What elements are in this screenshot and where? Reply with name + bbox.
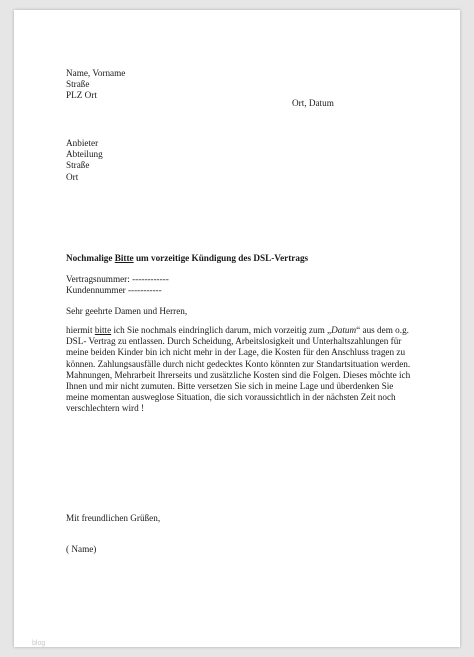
reference-numbers [66, 274, 169, 296]
signature: ( Name) [66, 544, 97, 554]
body-l1-b: ich Sie nochmals eindringlich darum, mich vorzeitig zum „ [111, 325, 332, 335]
body-line-3: meine beiden Kinder bin ich nicht mehr in der Lage, die Kosten für den Anschluss tragen zu [66, 347, 406, 358]
subject-after: um vorzeitige Kündigung des DSL-Vertrags [133, 253, 309, 263]
recipient-city: Ort [66, 171, 79, 182]
body-line-6: Ihnen und mir nicht zumuten. Bitte versetzen Sie sich in meine Lage und überdenken Sie [66, 381, 394, 392]
salutation: Sehr geehrte Damen und Herren, [66, 306, 188, 316]
place-date: Ort, Datum [292, 98, 334, 108]
subject-before: Nochmalige [66, 253, 115, 263]
sender-city: PLZ Ort [66, 90, 97, 101]
body-l1-italic: Datum [331, 325, 357, 335]
body-line-8: verschlechtern wird ! [66, 403, 145, 414]
body-line-7: meine momentan ausweglose Situation, die sich voraussichtlich in der nächsten Zeit noch [66, 392, 396, 403]
letter-body [66, 325, 410, 415]
body-line-1 [66, 325, 410, 336]
body-line-5: Mahnungen, Mehrarbeit Ihrerseits und zusätzliche Kosten sind die Folgen. Dieses möchte ich [66, 369, 411, 380]
body-l1-a: hiermit [66, 325, 95, 335]
sender-name: Name, Vorname [66, 68, 126, 78]
body-l1-c: “ aus dem o.g. [356, 325, 409, 335]
recipient-street: Straße [66, 160, 90, 171]
watermark: blog [32, 640, 46, 647]
subject-line [66, 253, 308, 264]
letter-page [14, 10, 460, 647]
body-l1-underlined: bitte [94, 325, 112, 335]
body-line-4: können. Zahlungsausfälle durch nicht gedecktes Konto könnten zur Standartsituation werden. [66, 358, 411, 369]
contract-number: Vertragsnummer: ------------ [66, 274, 169, 284]
closing: Mit freundlichen Grüßen, [66, 513, 161, 523]
recipient-address [66, 138, 103, 183]
recipient-department: Abteilung [66, 149, 103, 160]
recipient-company: Anbieter [66, 138, 99, 148]
customer-number: Kundennummer ----------- [66, 285, 162, 296]
subject-underlined: Bitte [114, 253, 134, 263]
sender-street: Straße [66, 79, 90, 90]
body-line-2: DSL- Vertrag zu entlassen. Durch Scheidung, Arbeitslosigkeit und Unterhaltszahlungen für [66, 336, 402, 347]
sender-address [66, 68, 125, 102]
